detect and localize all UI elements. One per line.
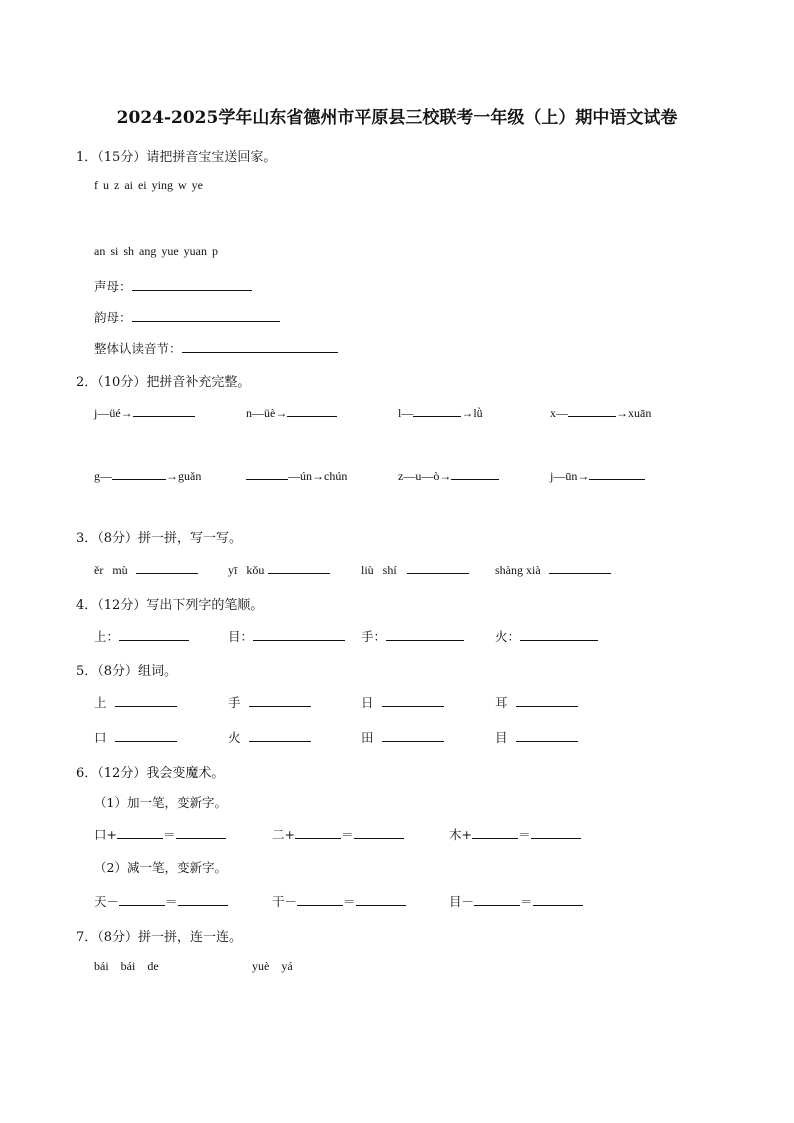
q2-item-1 bbox=[94, 404, 195, 421]
q6-sub2-label: （2）减一笔，变新字。 bbox=[94, 860, 227, 875]
q5-word-7 bbox=[361, 728, 444, 746]
q4-item-2 bbox=[228, 627, 345, 645]
zhengti-label: 整体认读音节： bbox=[94, 341, 182, 356]
q3-pinyin-1: ěr mù bbox=[94, 563, 128, 577]
q2-item-4-suffix: →xuān bbox=[616, 406, 652, 420]
q3-blank-1[interactable] bbox=[136, 561, 198, 574]
question-2-label: 2．（10分）把拼音补充完整。 bbox=[76, 375, 251, 390]
q6-add-1 bbox=[94, 825, 226, 843]
q2-blank-6[interactable] bbox=[246, 467, 288, 480]
q6-minus-3-equals: ＝ bbox=[520, 894, 533, 909]
shengmu-answer-blank[interactable] bbox=[132, 278, 252, 291]
q5-blank-6[interactable] bbox=[249, 729, 311, 742]
q4-char-1: 上： bbox=[94, 629, 120, 644]
q5-blank-3[interactable] bbox=[382, 694, 444, 707]
q2-item-3-suffix: →lǜ bbox=[461, 406, 483, 420]
q6-minus-1-blank-b[interactable] bbox=[178, 893, 228, 906]
q1-pinyin-line-2: an si sh ang yue yuan p bbox=[94, 244, 218, 258]
question-6-label: 6．（12分）我会变魔术。 bbox=[76, 766, 225, 781]
q7-pinyin-2: yuè yá bbox=[252, 959, 293, 973]
q5-word-5 bbox=[94, 728, 177, 746]
q3-pinyin-2: yī kǒu bbox=[228, 563, 265, 577]
q5-blank-5[interactable] bbox=[115, 729, 177, 742]
q6-add-2-text: 二+ bbox=[272, 827, 295, 842]
q5-blank-1[interactable] bbox=[115, 694, 177, 707]
q6-add-2-blank-b[interactable] bbox=[354, 826, 404, 839]
question-3-label: 3．（8分）拼一拼，写一写。 bbox=[76, 531, 243, 546]
q6-add-2-blank-a[interactable] bbox=[295, 826, 341, 839]
q6-minus-2-blank-b[interactable] bbox=[356, 893, 406, 906]
q2-blank-8[interactable] bbox=[589, 467, 645, 480]
q4-item-3 bbox=[361, 627, 464, 645]
question-7-label: 7．（8分）拼一拼，连一连。 bbox=[76, 930, 243, 945]
question-5-label: 5．（8分）组词。 bbox=[76, 664, 178, 679]
q6-add-3-equals: ＝ bbox=[517, 827, 531, 842]
q2-blank-2[interactable] bbox=[287, 404, 337, 417]
q5-blank-2[interactable] bbox=[249, 694, 311, 707]
q2-item-1-text: j—üé→ bbox=[94, 406, 133, 420]
q5-blank-4[interactable] bbox=[516, 694, 578, 707]
q5-word-8 bbox=[495, 728, 578, 746]
q3-blank-4[interactable] bbox=[549, 561, 611, 574]
q6-minus-2-equals: ＝ bbox=[343, 894, 356, 909]
q4-blank-2[interactable] bbox=[253, 628, 345, 641]
q5-char-5: 口 bbox=[94, 730, 107, 745]
q2-blank-1[interactable] bbox=[133, 404, 195, 417]
q5-word-2 bbox=[228, 693, 311, 711]
q5-word-6 bbox=[228, 728, 311, 746]
q3-blank-3[interactable] bbox=[407, 561, 469, 574]
q6-add-2-equals: ＝ bbox=[340, 827, 354, 842]
q6-minus-2-blank-a[interactable] bbox=[297, 893, 343, 906]
q4-blank-1[interactable] bbox=[119, 628, 189, 641]
q4-char-3: 手： bbox=[361, 629, 387, 644]
q6-minus-2-text: 干－ bbox=[272, 894, 298, 909]
q6-minus-1-equals: ＝ bbox=[165, 894, 178, 909]
q6-add-1-equals: ＝ bbox=[162, 827, 176, 842]
page-title: 2024-2025学年山东省德州市平原县三校联考一年级（上）期中语文试卷 bbox=[116, 108, 678, 128]
q6-minus-2 bbox=[272, 892, 406, 910]
q6-minus-3 bbox=[449, 892, 583, 910]
q6-sub1-label: （1）加一笔，变新字。 bbox=[94, 795, 227, 810]
q6-minus-1-blank-a[interactable] bbox=[119, 893, 165, 906]
q1-zhengti-row bbox=[94, 339, 338, 357]
q2-blank-3[interactable] bbox=[413, 404, 461, 417]
q1-pinyin-line-1: f u z ai ei ying w ye bbox=[94, 178, 203, 192]
q6-add-1-blank-a[interactable] bbox=[117, 826, 163, 839]
q5-char-7: 田 bbox=[361, 730, 374, 745]
q3-pinyin-3: liù shí bbox=[361, 563, 397, 577]
yunmu-answer-blank[interactable] bbox=[132, 309, 280, 322]
q4-blank-3[interactable] bbox=[386, 628, 464, 641]
q2-item-3 bbox=[398, 404, 483, 421]
q2-item-5-suffix: →guǎn bbox=[166, 469, 202, 483]
q3-blank-2[interactable] bbox=[268, 561, 330, 574]
q4-blank-4[interactable] bbox=[520, 628, 598, 641]
q6-add-3-text: 木+ bbox=[449, 827, 472, 842]
q3-item-2 bbox=[228, 561, 330, 578]
q3-pinyin-4: shàng xià bbox=[495, 563, 541, 577]
q6-minus-1-text: 天－ bbox=[94, 894, 120, 909]
q6-minus-3-text: 目－ bbox=[449, 894, 475, 909]
q2-item-6-text: —ún→chún bbox=[288, 469, 348, 483]
q6-add-1-blank-b[interactable] bbox=[176, 826, 226, 839]
q5-char-8: 目 bbox=[495, 730, 508, 745]
q2-item-2 bbox=[246, 404, 337, 421]
q6-minus-3-blank-b[interactable] bbox=[533, 893, 583, 906]
q6-add-1-text: 口+ bbox=[94, 827, 117, 842]
q5-blank-8[interactable] bbox=[516, 729, 578, 742]
q2-item-7 bbox=[398, 467, 499, 484]
q1-yunmu-row bbox=[94, 308, 280, 326]
q6-add-3 bbox=[449, 825, 581, 843]
q7-pinyin-1: bái bái de bbox=[94, 959, 159, 973]
q4-item-4 bbox=[495, 627, 598, 645]
q6-add-3-blank-b[interactable] bbox=[531, 826, 581, 839]
q2-item-4-prefix: x— bbox=[550, 406, 568, 420]
q2-item-8 bbox=[550, 467, 645, 484]
q5-char-4: 耳 bbox=[495, 695, 508, 710]
q4-item-1 bbox=[94, 627, 189, 645]
q2-item-7-text: z—u—ò→ bbox=[398, 469, 452, 483]
q2-blank-7[interactable] bbox=[451, 467, 499, 480]
q5-char-1: 上 bbox=[94, 695, 107, 710]
q5-word-3 bbox=[361, 693, 444, 711]
q3-item-4 bbox=[495, 561, 611, 578]
shengmu-label: 声母： bbox=[94, 279, 132, 294]
q1-shengmu-row bbox=[94, 277, 252, 295]
q5-word-1 bbox=[94, 693, 177, 711]
q2-item-3-prefix: l— bbox=[398, 406, 414, 420]
q5-char-6: 火 bbox=[228, 730, 241, 745]
q5-blank-7[interactable] bbox=[382, 729, 444, 742]
question-4-label: 4．（12分）写出下列字的笔顺。 bbox=[76, 598, 264, 613]
q5-word-4 bbox=[495, 693, 578, 711]
q2-blank-5[interactable] bbox=[112, 467, 166, 480]
q5-char-3: 日 bbox=[361, 695, 374, 710]
q3-item-1 bbox=[94, 561, 198, 578]
q6-minus-1 bbox=[94, 892, 228, 910]
q6-minus-3-blank-a[interactable] bbox=[474, 893, 520, 906]
q2-item-2-text: n—üè→ bbox=[246, 406, 288, 420]
q3-item-3 bbox=[361, 561, 469, 578]
q6-add-3-blank-a[interactable] bbox=[472, 826, 518, 839]
question-1-label: 1．（15分）请把拼音宝宝送回家。 bbox=[76, 150, 277, 165]
q4-char-4: 火： bbox=[495, 629, 521, 644]
zhengti-answer-blank[interactable] bbox=[182, 340, 338, 353]
q5-char-2: 手 bbox=[228, 695, 241, 710]
q2-item-5 bbox=[94, 467, 201, 484]
q4-char-2: 目： bbox=[228, 629, 254, 644]
q2-item-8-text: j—ūn→ bbox=[550, 469, 590, 483]
yunmu-label: 韵母： bbox=[94, 310, 132, 325]
q2-blank-4[interactable] bbox=[568, 404, 616, 417]
q2-item-6 bbox=[246, 467, 347, 484]
q2-item-5-prefix: g— bbox=[94, 469, 112, 483]
q2-item-4 bbox=[550, 404, 651, 421]
q6-add-2 bbox=[272, 825, 404, 843]
